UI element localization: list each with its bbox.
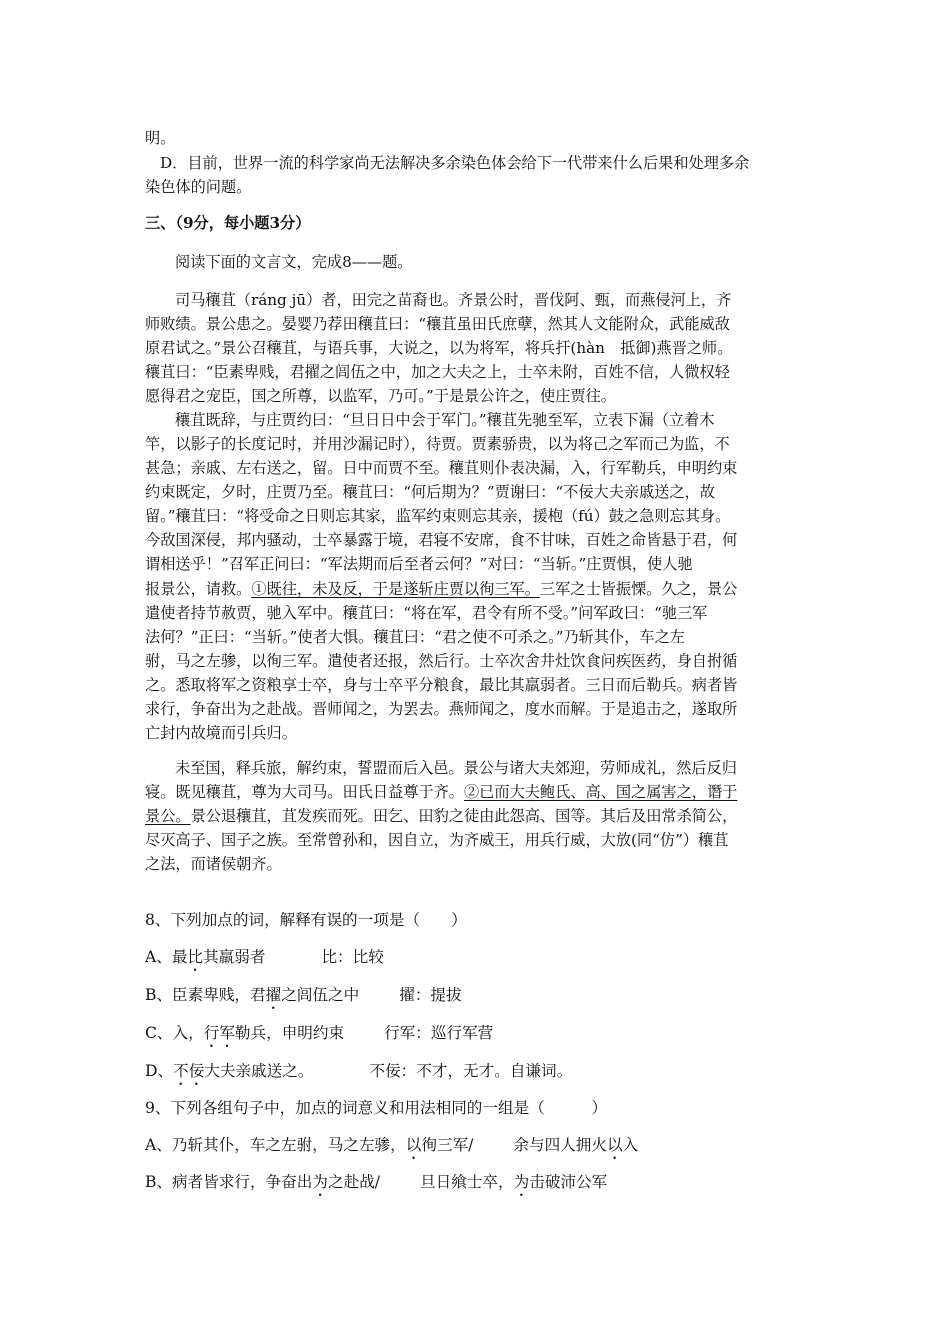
underlined-sentence-1: ①既往，未及反，于是遂斩庄贾以徇三军。 bbox=[251, 580, 540, 598]
text-span: 其羸弱者 bbox=[203, 948, 266, 966]
text-line: 染色体的问题。 bbox=[145, 178, 252, 196]
passage-line: 愿得君之宠臣，国之所尊，以监军，乃可。”于是景公许之，使庄贾往。 bbox=[145, 387, 616, 405]
text-span: 寝。既见穰苴，尊为大司马。田氏日益尊于齐。 bbox=[145, 783, 464, 801]
dotted-word: 比 bbox=[187, 948, 204, 966]
passage-line: 之。悉取将军之资粮享士卒，身与士卒平分粮食，最比其羸弱者。三日而后勒兵。病者皆 bbox=[145, 676, 738, 694]
passage-line: 原君试之。”景公召穰苴，与语兵事，大说之，以为将军，将兵扞(hàn 抵御)燕晋之师。 bbox=[145, 339, 733, 357]
reading-instruction: 阅读下面的文言文，完成8——题。 bbox=[175, 253, 413, 271]
text-span: 报景公，请救。 bbox=[145, 580, 252, 598]
question-8-option-b bbox=[145, 983, 810, 1013]
text-span: 之闾伍之中 bbox=[281, 986, 360, 1004]
gloss: 行军：巡行军营 bbox=[384, 1024, 494, 1042]
passage-line: 甚急；亲戚、左右送之，留。日中而贾不至。穰苴则仆表决漏，入，行军勒兵，申明约束 bbox=[145, 459, 738, 477]
text-span: D、 bbox=[145, 1062, 174, 1080]
text-span: B、病者皆求行，争奋出 bbox=[145, 1173, 313, 1191]
underlined-sentence-2-end: 景公。 bbox=[145, 807, 191, 825]
dotted-word: 擢 bbox=[265, 986, 282, 1004]
passage-line: 司马穰苴（ráng jū）者，田完之苗裔也。齐景公时，晋伐阿、甄，而燕侵河上，齐 bbox=[175, 291, 732, 309]
dotted-word: 行军 bbox=[203, 1024, 235, 1042]
text-span: 旦日飨士卒， bbox=[420, 1173, 514, 1191]
text-span: 余与四人拥火 bbox=[513, 1136, 607, 1154]
passage-line: 遣使者持节赦贾，驰入军中。穰苴曰：“将在军，君令有所不受。”问军政曰：“驰三军 bbox=[145, 604, 708, 622]
gloss: 比：比较 bbox=[321, 948, 384, 966]
question-8-option-a bbox=[145, 945, 810, 975]
text-line: 明。 bbox=[145, 129, 176, 147]
question-8-option-c bbox=[145, 1021, 810, 1051]
passage-line: 亡封内故境而引兵归。 bbox=[145, 724, 297, 742]
text-span: 勒兵，申明约束 bbox=[234, 1024, 345, 1042]
dotted-word: 不佞 bbox=[173, 1062, 205, 1080]
question-9-stem: 9、下列各组句子中，加点的词意义和用法相同的一组是（ ） bbox=[145, 1099, 608, 1117]
passage-line: 驸，马之左骖，以徇三军。遣使者还报，然后行。士卒次舍井灶饮食问疾医药，身自拊循 bbox=[145, 652, 738, 670]
question-9-option-a bbox=[145, 1133, 810, 1163]
section-heading: 三、（9分，每小题3分） bbox=[145, 214, 311, 232]
passage-line: 师败绩。景公患之。晏婴乃荐田穰苴曰：“穰苴虽田氏庶孽，然其人文能附众，武能威敌 bbox=[145, 315, 730, 333]
text-span: 大夫亲戚送之。 bbox=[204, 1062, 314, 1080]
text-span: A、乃斩其仆，车之左驸，马之左骖， bbox=[145, 1136, 406, 1154]
text-span: 入 bbox=[622, 1136, 639, 1154]
passage-line: 留。”穰苴曰：“将受命之日则忘其家，监军约束则忘其亲，援枹（fú）鼓之急则忘其身。 bbox=[145, 507, 731, 525]
passage-line: 法何？”正曰：“当斩。”使者大惧。穰苴曰：“君之使不可杀之。”乃斩其仆，车之左 bbox=[145, 628, 685, 646]
text-span: 景公退穰苴，苴发疾而死。田乞、田豹之徒由此怨高、国等。其后及田常杀简公， bbox=[190, 807, 738, 825]
passage-line: 求行，争奋出为之赴战。晋师闻之，为罢去。燕师闻之，度水而解。于是追击之，遂取所 bbox=[145, 700, 738, 718]
passage-line: 穰苴曰：“臣素卑贱，君擢之闾伍之中，加之大夫之上，士卒未附，百姓不信，人微权轻 bbox=[145, 363, 730, 381]
passage-line bbox=[145, 805, 810, 828]
passage-line: 尽灭高子、国子之族。至常曾孙和，因自立，为齐威王，用兵行威，大放(同“仿”）穰苴 bbox=[145, 831, 729, 849]
gloss: 擢：提拔 bbox=[399, 986, 462, 1004]
passage-line: 今敌国深侵，邦内骚动，士卒暴露于境，君寝不安席，食不甘味，百姓之命皆悬于君，何 bbox=[145, 531, 738, 549]
text-span: C、入， bbox=[145, 1024, 204, 1042]
gloss: 不佞：不才，无才。自谦词。 bbox=[369, 1062, 573, 1080]
question-9-option-b bbox=[145, 1170, 810, 1200]
dotted-word: 为 bbox=[513, 1173, 530, 1191]
text-span: 徇三军/ bbox=[421, 1136, 474, 1154]
passage-line bbox=[145, 578, 810, 601]
passage-line: 竿，以影子的长度记时，并用沙漏记时），待贾。贾素骄贵，以为将己之军而己为监，不 bbox=[145, 435, 730, 453]
passage-line: 未至国，释兵旅，解约束，誓盟而后入邑。景公与诸大夫郊迎，劳师成礼，然后反归 bbox=[175, 759, 737, 777]
text-span: 击破沛公军 bbox=[529, 1173, 608, 1191]
option-d-previous: D．目前，世界一流的科学家尚无法解决多余染色体会给下一代带来什么后果和处理多余 bbox=[160, 154, 750, 172]
dotted-word: 以 bbox=[405, 1136, 422, 1154]
passage-line: 穰苴既辞，与庄贾约曰：“旦日日中会于军门。”穰苴先驰至军，立表下漏（立着木 bbox=[175, 411, 715, 429]
question-8-option-d bbox=[145, 1059, 810, 1089]
passage-line: 之法，而诸侯朝齐。 bbox=[145, 855, 282, 873]
passage-line: 谓相送乎！”召军正问曰：“军法期而后至者云何？”对曰：“当斩。”庄贾惧，使人驰 bbox=[145, 555, 693, 573]
text-span: B、臣素卑贱，君 bbox=[145, 986, 266, 1004]
dotted-word: 以 bbox=[607, 1136, 623, 1154]
passage-line bbox=[145, 781, 810, 804]
text-span: 三军之士皆振慄。久之，景公 bbox=[539, 580, 738, 598]
text-span: 之赴战/ bbox=[328, 1173, 381, 1191]
underlined-sentence-2: ②已而大夫鲍氏、高、国之属害之，谮于 bbox=[463, 783, 738, 801]
question-8-stem: 8、下列加点的词，解释有误的一项是（ ） bbox=[145, 911, 467, 929]
text-span: A、最 bbox=[145, 948, 188, 966]
dotted-word: 为 bbox=[312, 1173, 329, 1191]
passage-line: 约束既定，夕时，庄贾乃至。穰苴曰：“何后期为？”贾谢曰：“不佞大夫亲戚送之，故 bbox=[145, 483, 716, 501]
